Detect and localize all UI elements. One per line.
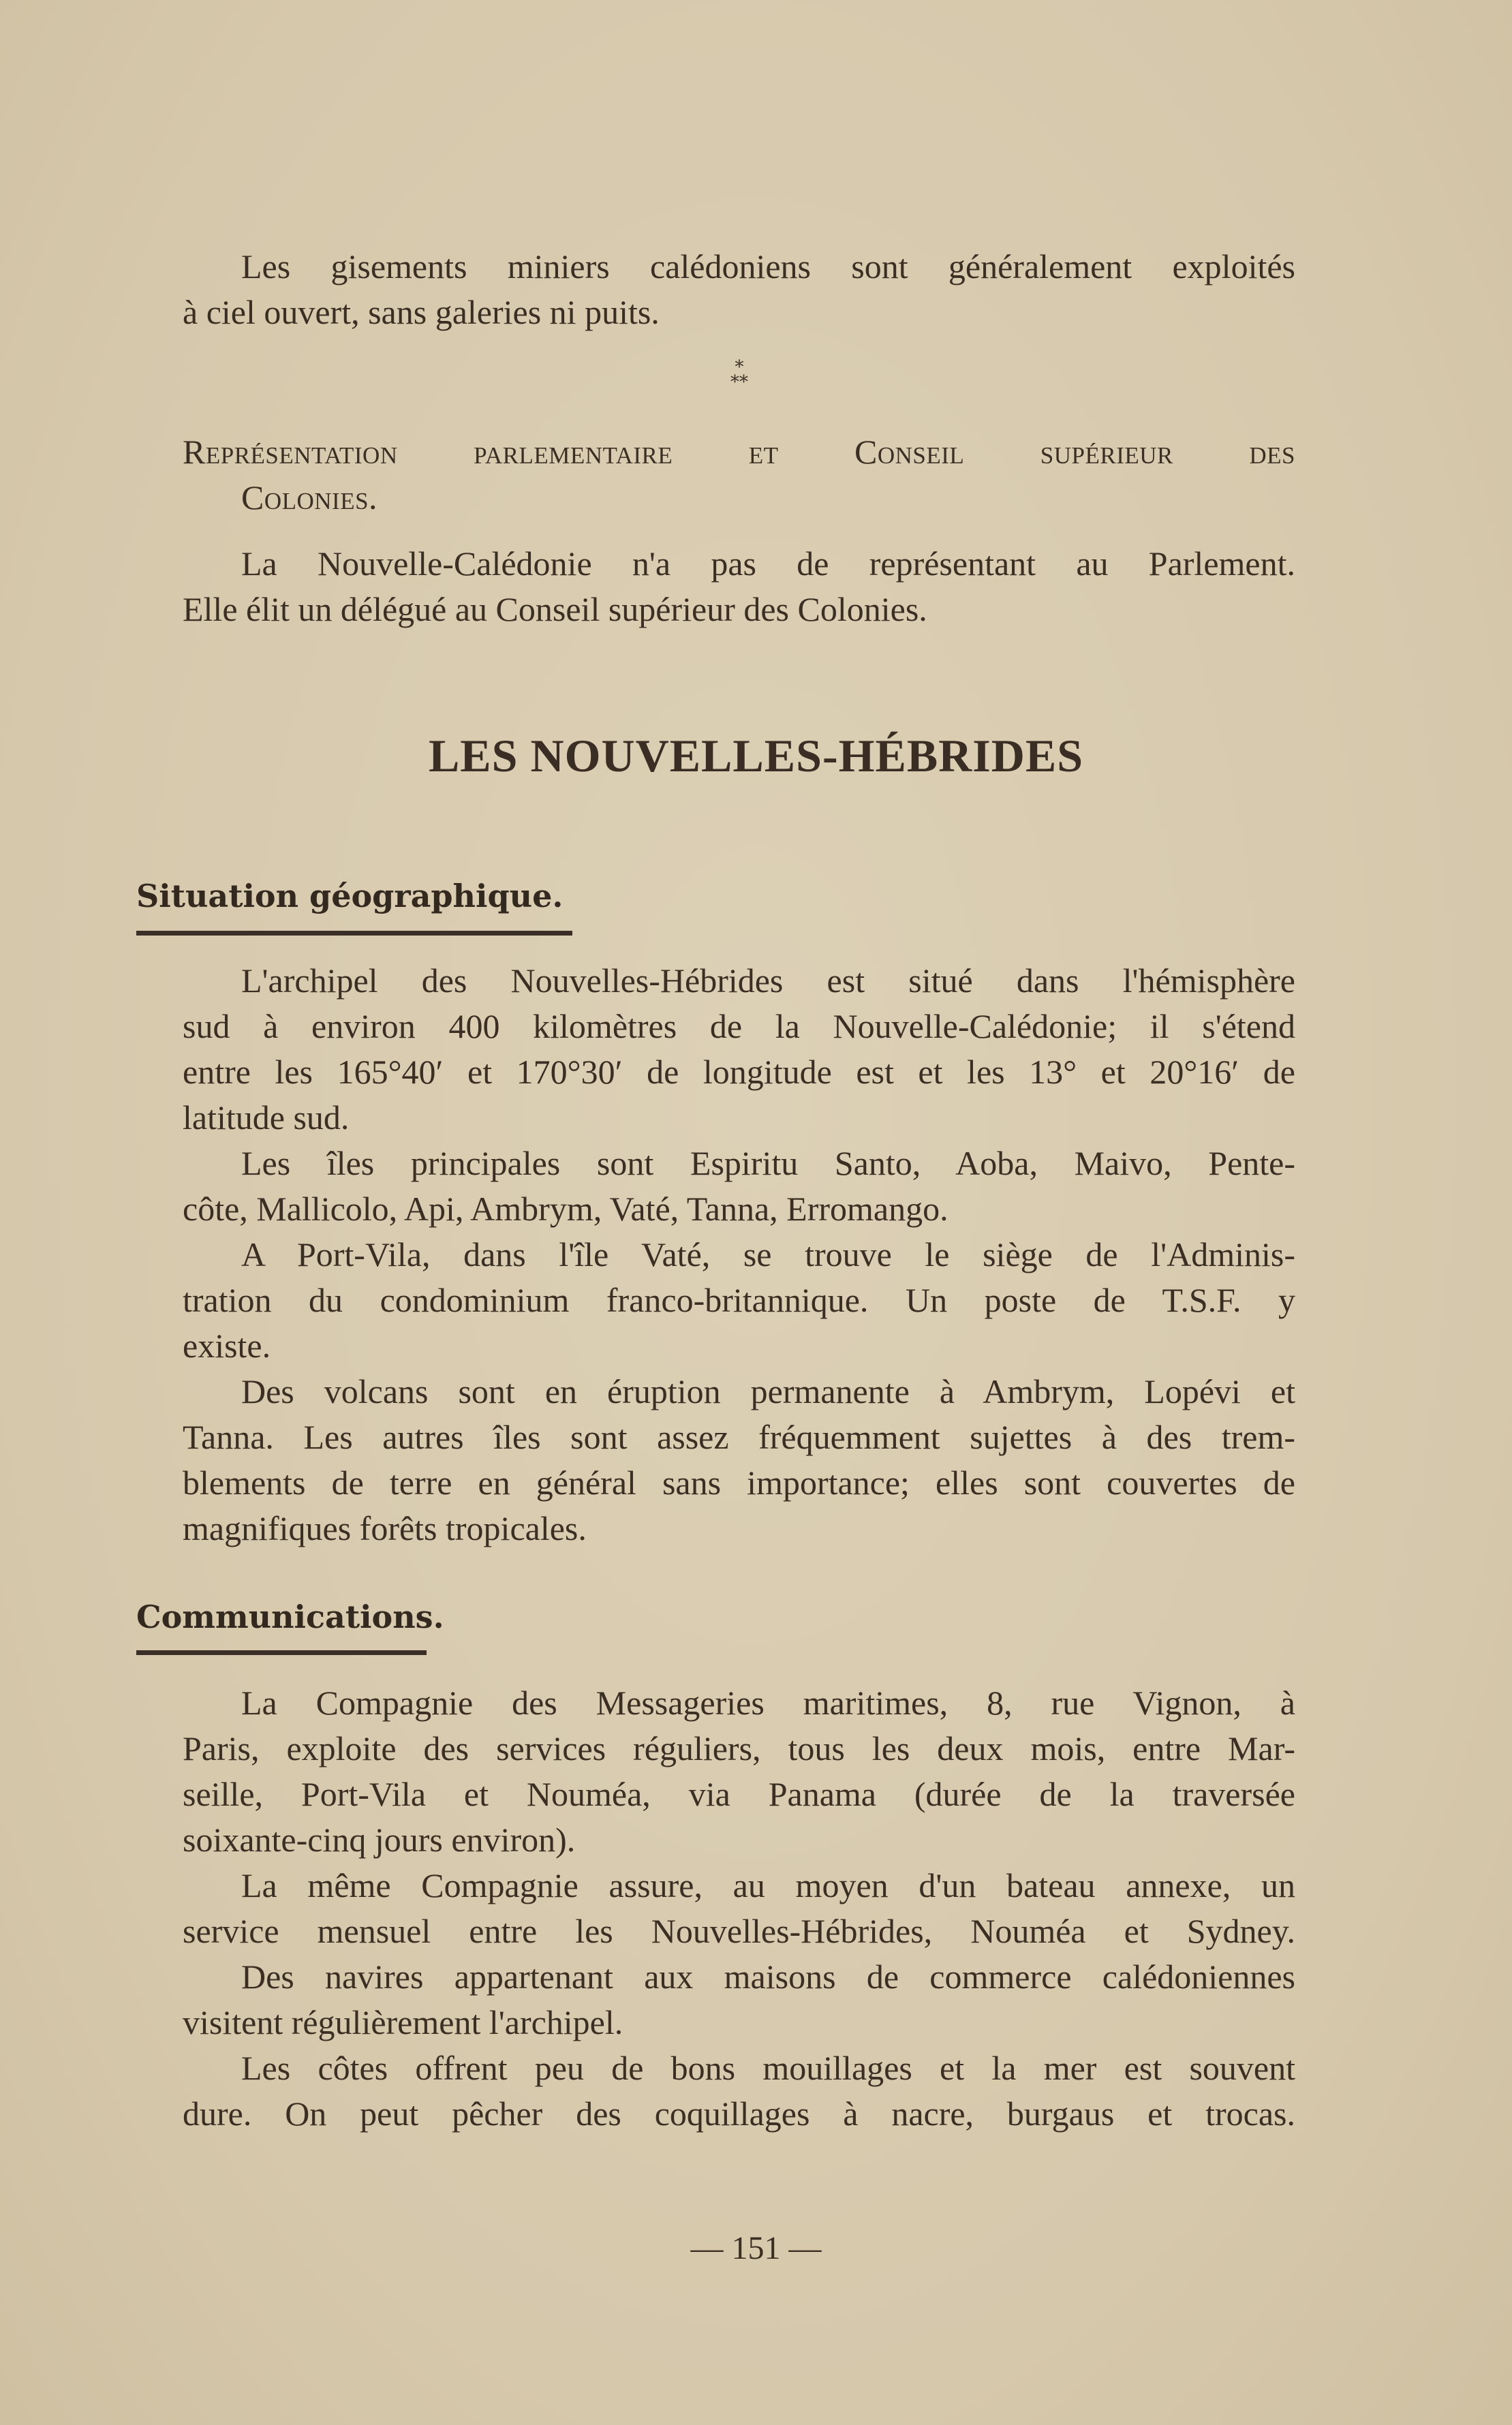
intro-paragraph — [183, 244, 1295, 335]
text-line: sud à environ 400 kilomètres de la Nouvelle-Calédonie; il s'étend — [183, 1007, 1295, 1045]
representation-section — [183, 429, 1295, 632]
text-line: magnifiques forêts tropicales. — [183, 1509, 587, 1547]
text-line: Elle élit un délégué au Conseil supérieur des Colonies. — [183, 590, 927, 628]
text-line: blements de terre en général sans importance; elles sont couvertes de — [183, 1464, 1295, 1502]
text-line: Des navires appartenant aux maisons de commerce calédoniennes — [241, 1958, 1295, 1996]
text-line: Des volcans sont en éruption permanente à Ambrym, Lopévi et — [241, 1372, 1295, 1410]
text-line: tration du condominium franco-britannique. Un poste de T.S.F. y — [183, 1281, 1295, 1319]
subheading-situation: Situation géographique. — [136, 878, 564, 914]
situation-section — [183, 958, 1295, 1551]
page-number: — 151 — — [690, 2230, 822, 2266]
text-line: visitent régulièrement l'archipel. — [183, 2003, 623, 2041]
text-line: côte, Mallicolo, Api, Ambrym, Vaté, Tanna, Erromango. — [183, 1190, 948, 1228]
text-line: dure. On peut pêcher des coquillages à nacre, burgaus et trocas. — [183, 2095, 1295, 2133]
subheading-communications: Communications. — [136, 1598, 444, 1635]
heading-underline — [136, 1650, 427, 1655]
text-line: La Compagnie des Messageries maritimes, 8, rue Vignon, à — [241, 1684, 1295, 1722]
communications-section — [183, 1680, 1295, 2137]
text-line: existe. — [183, 1327, 271, 1365]
text-line: Les côtes offrent peu de bons mouillages et la mer est souvent — [241, 2049, 1295, 2087]
text-line: seille, Port-Vila et Nouméa, via Panama (durée de la traversée — [183, 1775, 1295, 1813]
text-line: service mensuel entre les Nouvelles-Hébrides, Nouméa et Sydney. — [183, 1912, 1295, 1950]
section-heading-cont: Colonies. — [241, 478, 378, 516]
text-line: L'archipel des Nouvelles-Hébrides est situé dans l'hémisphère — [241, 961, 1295, 1000]
text-line: Les îles principales sont Espiritu Santo, Aoba, Maivo, Pente- — [241, 1144, 1295, 1182]
text-line: Paris, exploite des services réguliers, tous les deux mois, entre Mar- — [183, 1729, 1295, 1767]
text-line: Tanna. Les autres îles sont assez fréquemment sujettes à des trem- — [183, 1418, 1295, 1456]
chapter-title: LES NOUVELLES-HÉBRIDES — [428, 730, 1084, 782]
text-line: latitude sud. — [183, 1098, 350, 1137]
text-line: entre les 165°40′ et 170°30′ de longitude est et les 13° et 20°16′ de — [183, 1053, 1295, 1091]
text-line: La Nouvelle-Calédonie n'a pas de représentant au Parlement. — [241, 544, 1295, 583]
star-bottom: ⁎⁎ — [730, 367, 748, 386]
heading-underline — [136, 931, 572, 936]
text-line: Les gisements miniers calédoniens sont généralement exploités — [241, 247, 1295, 285]
text-line: La même Compagnie assure, au moyen d'un bateau annexe, un — [241, 1866, 1295, 1904]
star-top: ⁎ — [735, 352, 744, 371]
text-line: soixante-cinq jours environ). — [183, 1821, 576, 1859]
asterism-ornament — [712, 354, 767, 384]
text-line: A Port-Vila, dans l'île Vaté, se trouve le siège de l'Adminis- — [241, 1235, 1295, 1273]
section-heading: Représentation parlementaire et Conseil supérieur des — [183, 433, 1295, 471]
text-line: à ciel ouvert, sans galeries ni puits. — [183, 293, 660, 331]
